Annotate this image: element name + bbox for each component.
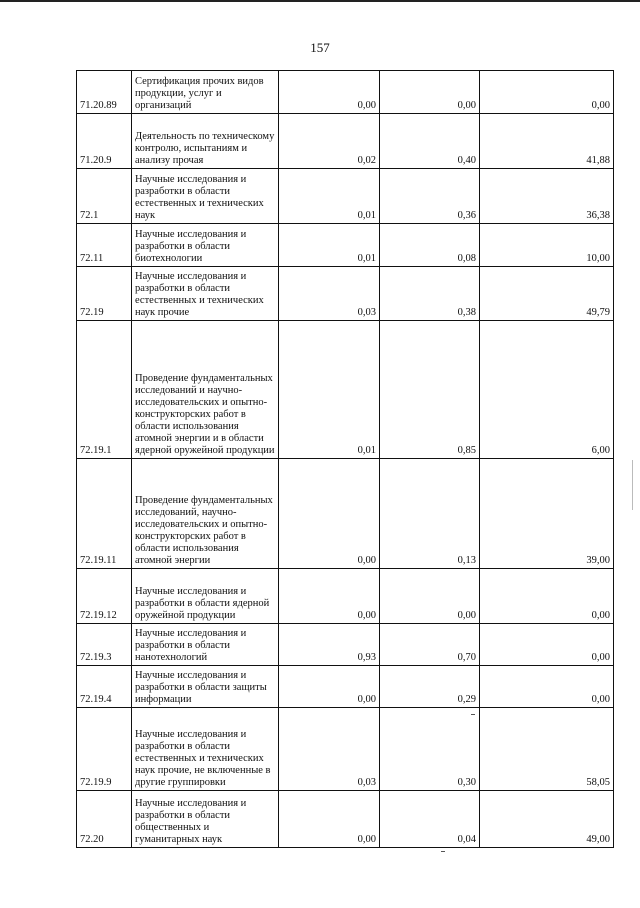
row-value-2: 0,70 — [380, 624, 480, 666]
row-name: Научные исследования и разработки в области биотехнологии — [132, 224, 279, 267]
row-value-3: 49,00 — [480, 791, 614, 848]
row-value-3: 39,00 — [480, 459, 614, 569]
row-name: Научные исследования и разработки в области нанотехнологий — [132, 624, 279, 666]
scan-dash-mark — [471, 714, 475, 715]
row-value-2: 0,00 — [380, 71, 480, 114]
table-row — [77, 459, 614, 569]
row-value-2: 0,36 — [380, 169, 480, 224]
row-value-2: 0,30 — [380, 708, 480, 791]
row-value-1: 0,00 — [279, 791, 380, 848]
row-value-3: 49,79 — [480, 267, 614, 321]
row-value-2: 0,00 — [380, 569, 480, 624]
row-value-3: 0,00 — [480, 71, 614, 114]
table-row — [77, 169, 614, 224]
row-value-1: 0,00 — [279, 459, 380, 569]
row-value-3: 36,38 — [480, 169, 614, 224]
table-row — [77, 666, 614, 708]
row-value-2: 0,08 — [380, 224, 480, 267]
row-name: Научные исследования и разработки в области естественных и технических наук — [132, 169, 279, 224]
table-row — [77, 791, 614, 848]
row-name: Проведение фундаментальных исследований и научно-исследовательских и опытно-конструкторских работ в области использования атомной энергии и в области ядерной оружейной продукции — [132, 321, 279, 459]
row-value-1: 0,93 — [279, 624, 380, 666]
table-row — [77, 624, 614, 666]
row-name: Научные исследования и разработки в области ядерной оружейной продукции — [132, 569, 279, 624]
row-value-1: 0,03 — [279, 708, 380, 791]
row-value-2: 0,40 — [380, 114, 480, 169]
row-name: Научные исследования и разработки в области естественных и технических наук прочие — [132, 267, 279, 321]
row-code: 72.1 — [77, 169, 132, 224]
scan-edge-mark — [632, 460, 633, 510]
page-top-border — [0, 0, 640, 2]
row-value-2: 0,04 — [380, 791, 480, 848]
table-row — [77, 569, 614, 624]
row-value-2: 0,29 — [380, 666, 480, 708]
row-code: 72.19.9 — [77, 708, 132, 791]
table-row — [77, 71, 614, 114]
row-value-1: 0,01 — [279, 169, 380, 224]
row-value-3: 6,00 — [480, 321, 614, 459]
row-code: 72.19.3 — [77, 624, 132, 666]
row-code: 72.19.11 — [77, 459, 132, 569]
row-name: Научные исследования и разработки в области общественных и гуманитарных наук — [132, 791, 279, 848]
row-value-1: 0,01 — [279, 224, 380, 267]
data-table — [76, 70, 614, 848]
row-code: 72.20 — [77, 791, 132, 848]
row-value-1: 0,00 — [279, 71, 380, 114]
row-value-1: 0,01 — [279, 321, 380, 459]
row-code: 72.11 — [77, 224, 132, 267]
table-row — [77, 267, 614, 321]
row-value-3: 0,00 — [480, 666, 614, 708]
row-name: Научные исследования и разработки в области защиты информации — [132, 666, 279, 708]
table-row — [77, 321, 614, 459]
row-value-3: 10,00 — [480, 224, 614, 267]
table-row — [77, 708, 614, 791]
scan-dash-mark — [441, 851, 445, 852]
row-value-1: 0,02 — [279, 114, 380, 169]
row-name: Проведение фундаментальных исследований, научно-исследовательских и опытно-конструкторских работ в области использования атомной энергии — [132, 459, 279, 569]
row-name: Сертификация прочих видов продукции, услуг и организаций — [132, 71, 279, 114]
row-value-1: 0,00 — [279, 569, 380, 624]
row-code: 71.20.9 — [77, 114, 132, 169]
row-value-1: 0,00 — [279, 666, 380, 708]
row-value-3: 0,00 — [480, 569, 614, 624]
page-number: 157 — [310, 40, 330, 55]
row-name: Деятельность по техническому контролю, испытаниям и анализу прочая — [132, 114, 279, 169]
row-value-2: 0,85 — [380, 321, 480, 459]
row-code: 72.19 — [77, 267, 132, 321]
row-value-1: 0,03 — [279, 267, 380, 321]
row-code: 72.19.4 — [77, 666, 132, 708]
row-code: 71.20.89 — [77, 71, 132, 114]
row-code: 72.19.1 — [77, 321, 132, 459]
row-value-3: 41,88 — [480, 114, 614, 169]
row-value-3: 0,00 — [480, 624, 614, 666]
row-value-3: 58,05 — [480, 708, 614, 791]
row-code: 72.19.12 — [77, 569, 132, 624]
row-name: Научные исследования и разработки в области естественных и технических наук прочие, не включенные в другие группировки — [132, 708, 279, 791]
row-value-2: 0,38 — [380, 267, 480, 321]
table-row — [77, 224, 614, 267]
row-value-2: 0,13 — [380, 459, 480, 569]
table-row — [77, 114, 614, 169]
